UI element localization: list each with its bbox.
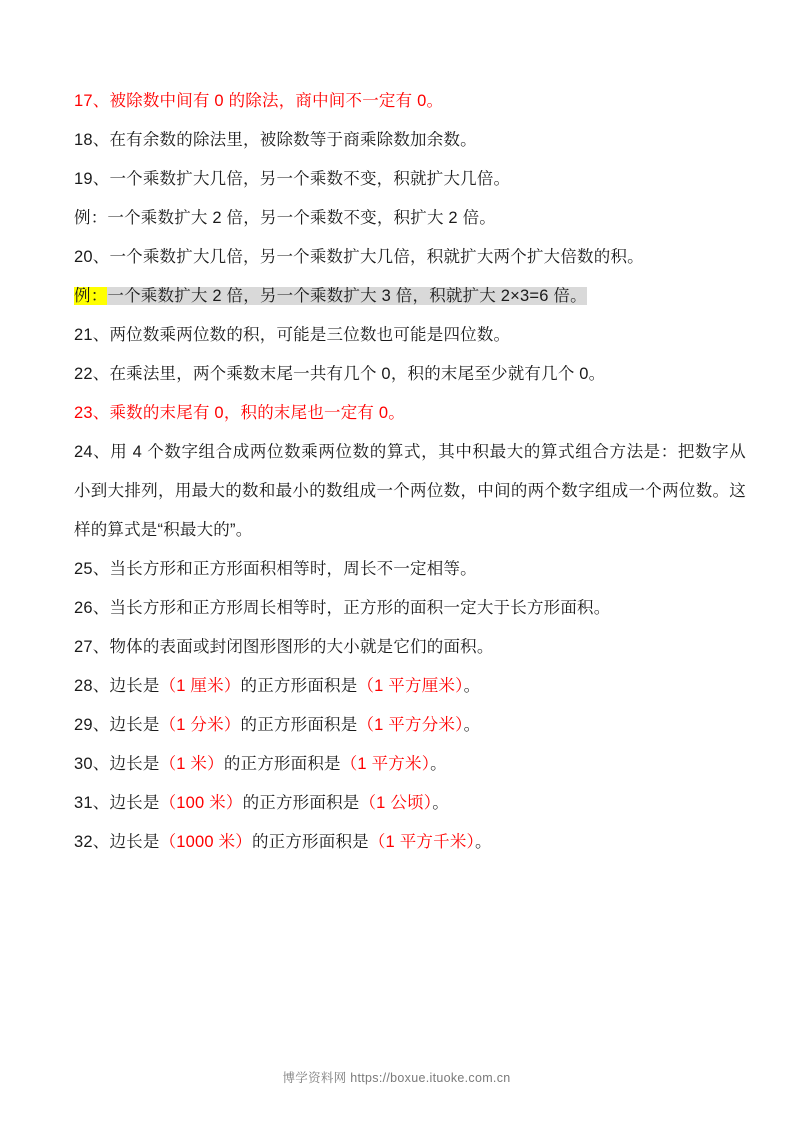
item-28-result: （1 平方厘米） — [357, 677, 464, 695]
item-32-value: （1000 米） — [159, 833, 252, 851]
list-item-30 — [74, 745, 746, 784]
item-29-suffix: 。 — [463, 716, 481, 734]
list-item-32 — [74, 823, 746, 862]
list-item-22: 22、在乘法里，两个乘数末尾一共有几个 0，积的末尾至少就有几个 0。 — [74, 365, 606, 383]
list-item-29 — [74, 706, 746, 745]
item-29-middle: 的正方形面积是 — [240, 716, 358, 734]
list-item-17: 17、被除数中间有 0 的除法，商中间不一定有 0。 — [74, 92, 444, 110]
list-item-25: 25、当长方形和正方形面积相等时，周长不一定相等。 — [74, 560, 477, 578]
example-body-highlight: 一个乘数扩大 2 倍，另一个乘数扩大 3 倍，积就扩大 2×3=6 倍。 — [107, 287, 587, 305]
item-32-middle: 的正方形面积是 — [251, 833, 369, 851]
item-30-suffix: 。 — [430, 755, 447, 773]
item-30-result: （1 平方米） — [340, 755, 431, 773]
example-label-highlight: 例： — [74, 287, 108, 305]
item-32-suffix: 。 — [474, 833, 492, 851]
document-body — [74, 82, 746, 862]
list-item-31 — [74, 784, 746, 823]
item-31-middle: 的正方形面积是 — [242, 794, 360, 812]
list-item-24: 24、用 4 个数字组合成两位数乘两位数的算式，其中积最大的算式组合方法是：把数字从小到大排列，用最大的数和最小的数组成一个两位数，中间的两个数字组成一个两位数。这样的算式是“积最大的”。 — [74, 443, 746, 539]
item-28-prefix: 28、边长是 — [74, 677, 160, 695]
page-footer-watermark: 博学资料网 https://boxue.ituoke.com.cn — [282, 1071, 511, 1085]
item-28-value: （1 厘米） — [159, 677, 241, 695]
list-item-18: 18、在有余数的除法里，被除数等于商乘除数加余数。 — [74, 131, 477, 149]
item-28-middle: 的正方形面积是 — [240, 677, 358, 695]
list-item-20-example — [74, 277, 746, 316]
item-30-value: （1 米） — [159, 755, 224, 773]
item-29-result: （1 平方分米） — [357, 716, 464, 734]
item-28-suffix: 。 — [463, 677, 481, 695]
item-31-suffix: 。 — [432, 794, 449, 812]
list-item-28 — [74, 667, 746, 706]
item-29-value: （1 分米） — [159, 716, 241, 734]
list-item-27: 27、物体的表面或封闭图形图形的大小就是它们的面积。 — [74, 638, 494, 656]
list-item-19: 19、一个乘数扩大几倍，另一个乘数不变，积就扩大几倍。 — [74, 170, 511, 188]
item-30-prefix: 30、边长是 — [74, 755, 160, 773]
list-item-19-example: 例：一个乘数扩大 2 倍，另一个乘数不变，积扩大 2 倍。 — [74, 209, 496, 227]
item-31-result: （1 公顷） — [359, 794, 433, 812]
item-31-value: （100 米） — [159, 794, 243, 812]
item-32-prefix: 32、边长是 — [74, 833, 160, 851]
list-item-21: 21、两位数乘两位数的积，可能是三位数也可能是四位数。 — [74, 326, 511, 344]
list-item-23: 23、乘数的末尾有 0，积的末尾也一定有 0。 — [74, 404, 405, 422]
item-31-prefix: 31、边长是 — [74, 794, 160, 812]
item-29-prefix: 29、边长是 — [74, 716, 160, 734]
item-32-result: （1 平方千米） — [368, 833, 475, 851]
item-30-middle: 的正方形面积是 — [223, 755, 341, 773]
list-item-26: 26、当长方形和正方形周长相等时，正方形的面积一定大于长方形面积。 — [74, 599, 611, 617]
list-item-20: 20、一个乘数扩大几倍，另一个乘数扩大几倍，积就扩大两个扩大倍数的积。 — [74, 248, 644, 266]
